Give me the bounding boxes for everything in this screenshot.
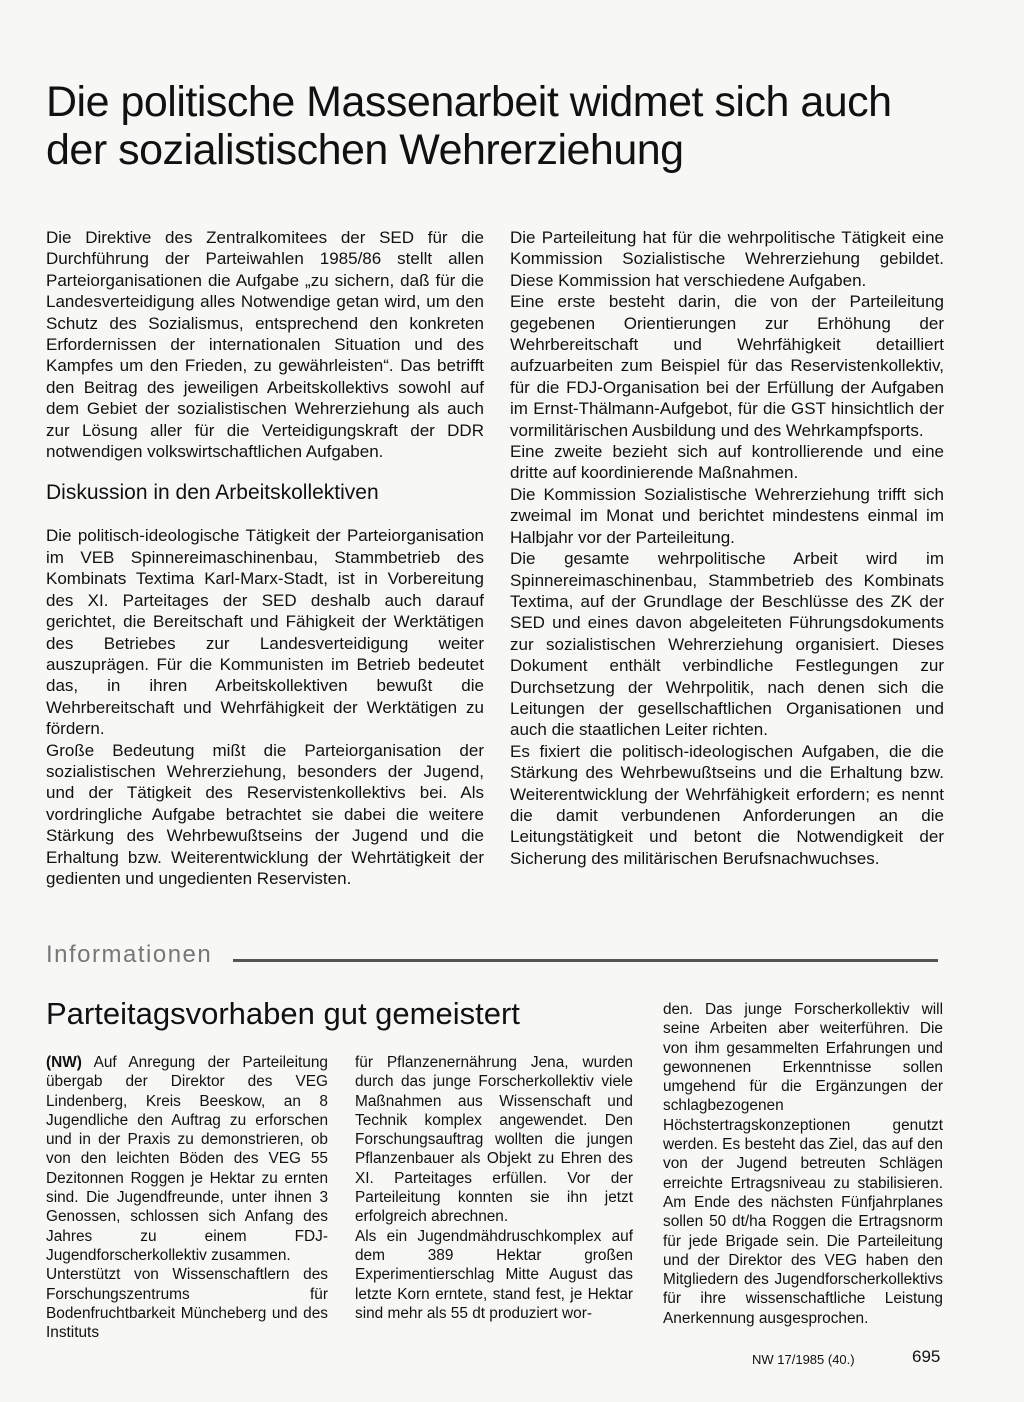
paragraph: Unterstützt von Wissenschaftlern des Forschungszentrums für Bodenfruchtbarkeit Müncheberg und des Instituts xyxy=(46,1266,328,1342)
section-divider xyxy=(233,959,938,962)
paragraph: Die politisch-ideologische Tätigkeit der Parteiorganisation im VEB Spinnereimaschinenbau, Stammbetrieb des Kombinats Textima Karl-Marx-Stadt, ist in Vorbereitung des XI. Parteitages der SED deshalb auch darauf gerichtet, die Bereitschaft und Fähigkeit der Werktätigen des Betriebes zur Landesverteidigung weiter auszuprägen. Für die Kommunisten im Betrieb bedeutet das, in ihren Arbeitskollektiven bewußt die Wehrbereitschaft und Wehrfähigkeit der Werktätigen zu fördern. xyxy=(46,526,484,739)
paragraph: Die Direktive des Zentralkomitees der SED für die Durchführung der Parteiwahlen 1985/86 stellt allen Parteiorganisationen die Aufgabe „zu sichern, daß für die Landesverteidigung alles Notwendige getan wird, um den Schutz des Sozialismus, entsprechend den konkreten Erfordernissen der internationalen Situation und des Kampfes um den Frieden, zu gewährleisten“. Das betrifft den Beitrag des jeweiligen Arbeitskollektivs sowohl auf dem Gebiet der sozialistischen Wehrerziehung als auch zur Lösung aller für die Verteidigungskraft der DDR notwendigen volkswirtschaftlichen Aufgaben. xyxy=(46,228,484,462)
paragraph: Große Bedeutung mißt die Parteiorganisation der sozialistischen Wehrerziehung, besonders der Jugend, und der Tätigkeit des Reservistenkollektivs bei. Als vordringliche Aufgabe betrachtet sie dabei die weitere Stärkung des Wehrbewußtseins der Jugend und die Erhaltung bzw. Weiterentwicklung der Wehrtätigkeit der gedienten und ungedienten Reservisten. xyxy=(46,740,484,888)
paragraph xyxy=(46,1053,328,1265)
article-right-column xyxy=(510,227,944,869)
paragraph: Es fixiert die politisch-ideologischen Aufgaben, die die Stärkung des Wehrbewußtseins und die Erhaltung bzw. Weiterentwicklung der Wehrfähigkeit erfordern; es nennt die damit verbundenen Anforderungen an die Leitungstätigkeit und betont die Notwendigkeit der Sicherung des militärischen Berufsnachwuchses. xyxy=(510,741,944,868)
news-title: Parteitagsvorhaben gut gemeistert xyxy=(46,996,520,1031)
paragraph: für Pflanzenernährung Jena, wurden durch das junge Forscherkollektiv viele Maßnahmen aus Wissenschaft und Technik komplex angewendet. Den Forschungsauftrag wollten die jungen Pflanzenbauer als Objekt zu Ehren des XI. Parteitages erfüllen. Vor der Parteileitung konnten sie ihn jetzt erfolgreich abrechnen. xyxy=(355,1054,633,1226)
paragraph: den. Das junge Forscherkollektiv will seine Arbeiten aber weiterführen. Die von ihm gesammelten Erfahrungen und gewonnenen Erkenntnisse sollen umgehend für die Ergänzungen der schlagbezogenen Höchstertragskonzeptionen genutzt werden. Es besteht das Ziel, das auf den von der Jugend betreuten Schlägen erreichte Ertragsniveau zu stabilisieren. Am Ende des nächsten Fünfjahrplanes sollen 50 dt/ha Roggen die Ertragsnorm für jede Brigade sein. Die Parteileitung und der Direktor des VEG haben den Mitgliedern des Jugendforscherkollektivs für ihre wissenschaftliche Leistung Anerkennung ausgesprochen. xyxy=(663,1001,943,1327)
issue-reference: NW 17/1985 (40.) xyxy=(752,1352,855,1367)
paragraph: Die Parteileitung hat für die wehrpolitische Tätigkeit eine Kommission Sozialistische Wehrerziehung gebildet. Diese Kommission hat verschiedene Aufgaben. xyxy=(510,228,944,290)
news-column-1 xyxy=(46,1053,328,1342)
paragraph: Die gesamte wehrpolitische Arbeit wird im Spinnereimaschinenbau, Stammbetrieb des Kombinats Textima, auf der Grundlage der Beschlüsse des ZK der SED und eines davon abgeleiteten Führungsdokuments zur sozialistischen Wehrerziehung organisiert. Dieses Dokument enthält verbindliche Festlegungen zur Durchsetzung der Wehrpolitik, nach denen sich die Leitungen der gesellschaftlichen Organisationen und auch die staatlichen Leiter richten. xyxy=(510,549,944,740)
page-number: 695 xyxy=(912,1347,941,1366)
section-label: Informationen xyxy=(46,941,213,968)
section-subheading: Diskussion in den Arbeitskollektiven xyxy=(46,481,379,505)
paragraph: Eine zweite bezieht sich auf kontrollierende und eine dritte auf koordinierende Maßnahmen. xyxy=(510,442,944,483)
paragraph: Eine erste besteht darin, die von der Parteileitung gegebenen Orientierungen zur Erhöhung der Wehrbereitschaft und Wehrfähigkeit detailliert aufzuarbeiten zum Beispiel für das Reservistenkollektiv, für die FDJ-Organisation bei der Erfüllung der Aufgaben im Ernst-Thälmann-Aufgebot, für die GST hinsichtlich der vormilitärischen Ausbildung und des Wehrkampfsports. xyxy=(510,292,944,440)
paragraph: Als ein Jugendmähdruschkomplex auf dem 389 Hektar großen Experimentierschlag Mitte August das letzte Korn erntete, stand fest, je Hektar sind mehr als 55 dt produziert wor- xyxy=(355,1227,633,1322)
paragraph-text: Auf Anregung der Parteileitung übergab der Direktor des VEG Lindenberg, Kreis Beeskow, an 8 Jugendliche den Auftrag zu erforschen und in der Praxis zu demonstrieren, ob von den leichten Böden des VEG 55 Dezitonnen Roggen je Hektar zu ernten sind. Die Jugendfreunde, unter ihnen 3 Genossen, schlossen sich Anfang des Jahres zu einem FDJ-Jugendforscherkollektiv zusammen. xyxy=(46,1054,328,1264)
news-column-3 xyxy=(663,1000,943,1328)
paragraph: Die Kommission Sozialistische Wehrerziehung trifft sich zweimal im Monat und berichtet mindestens einmal im Halbjahr vor der Parteileitung. xyxy=(510,484,944,547)
news-column-2 xyxy=(355,1053,633,1323)
source-tag: (NW) xyxy=(46,1054,82,1071)
article-title: Die politische Massenarbeit widmet sich auch der sozialistischen Wehrerziehung xyxy=(46,78,892,174)
article-left-column xyxy=(46,227,484,889)
